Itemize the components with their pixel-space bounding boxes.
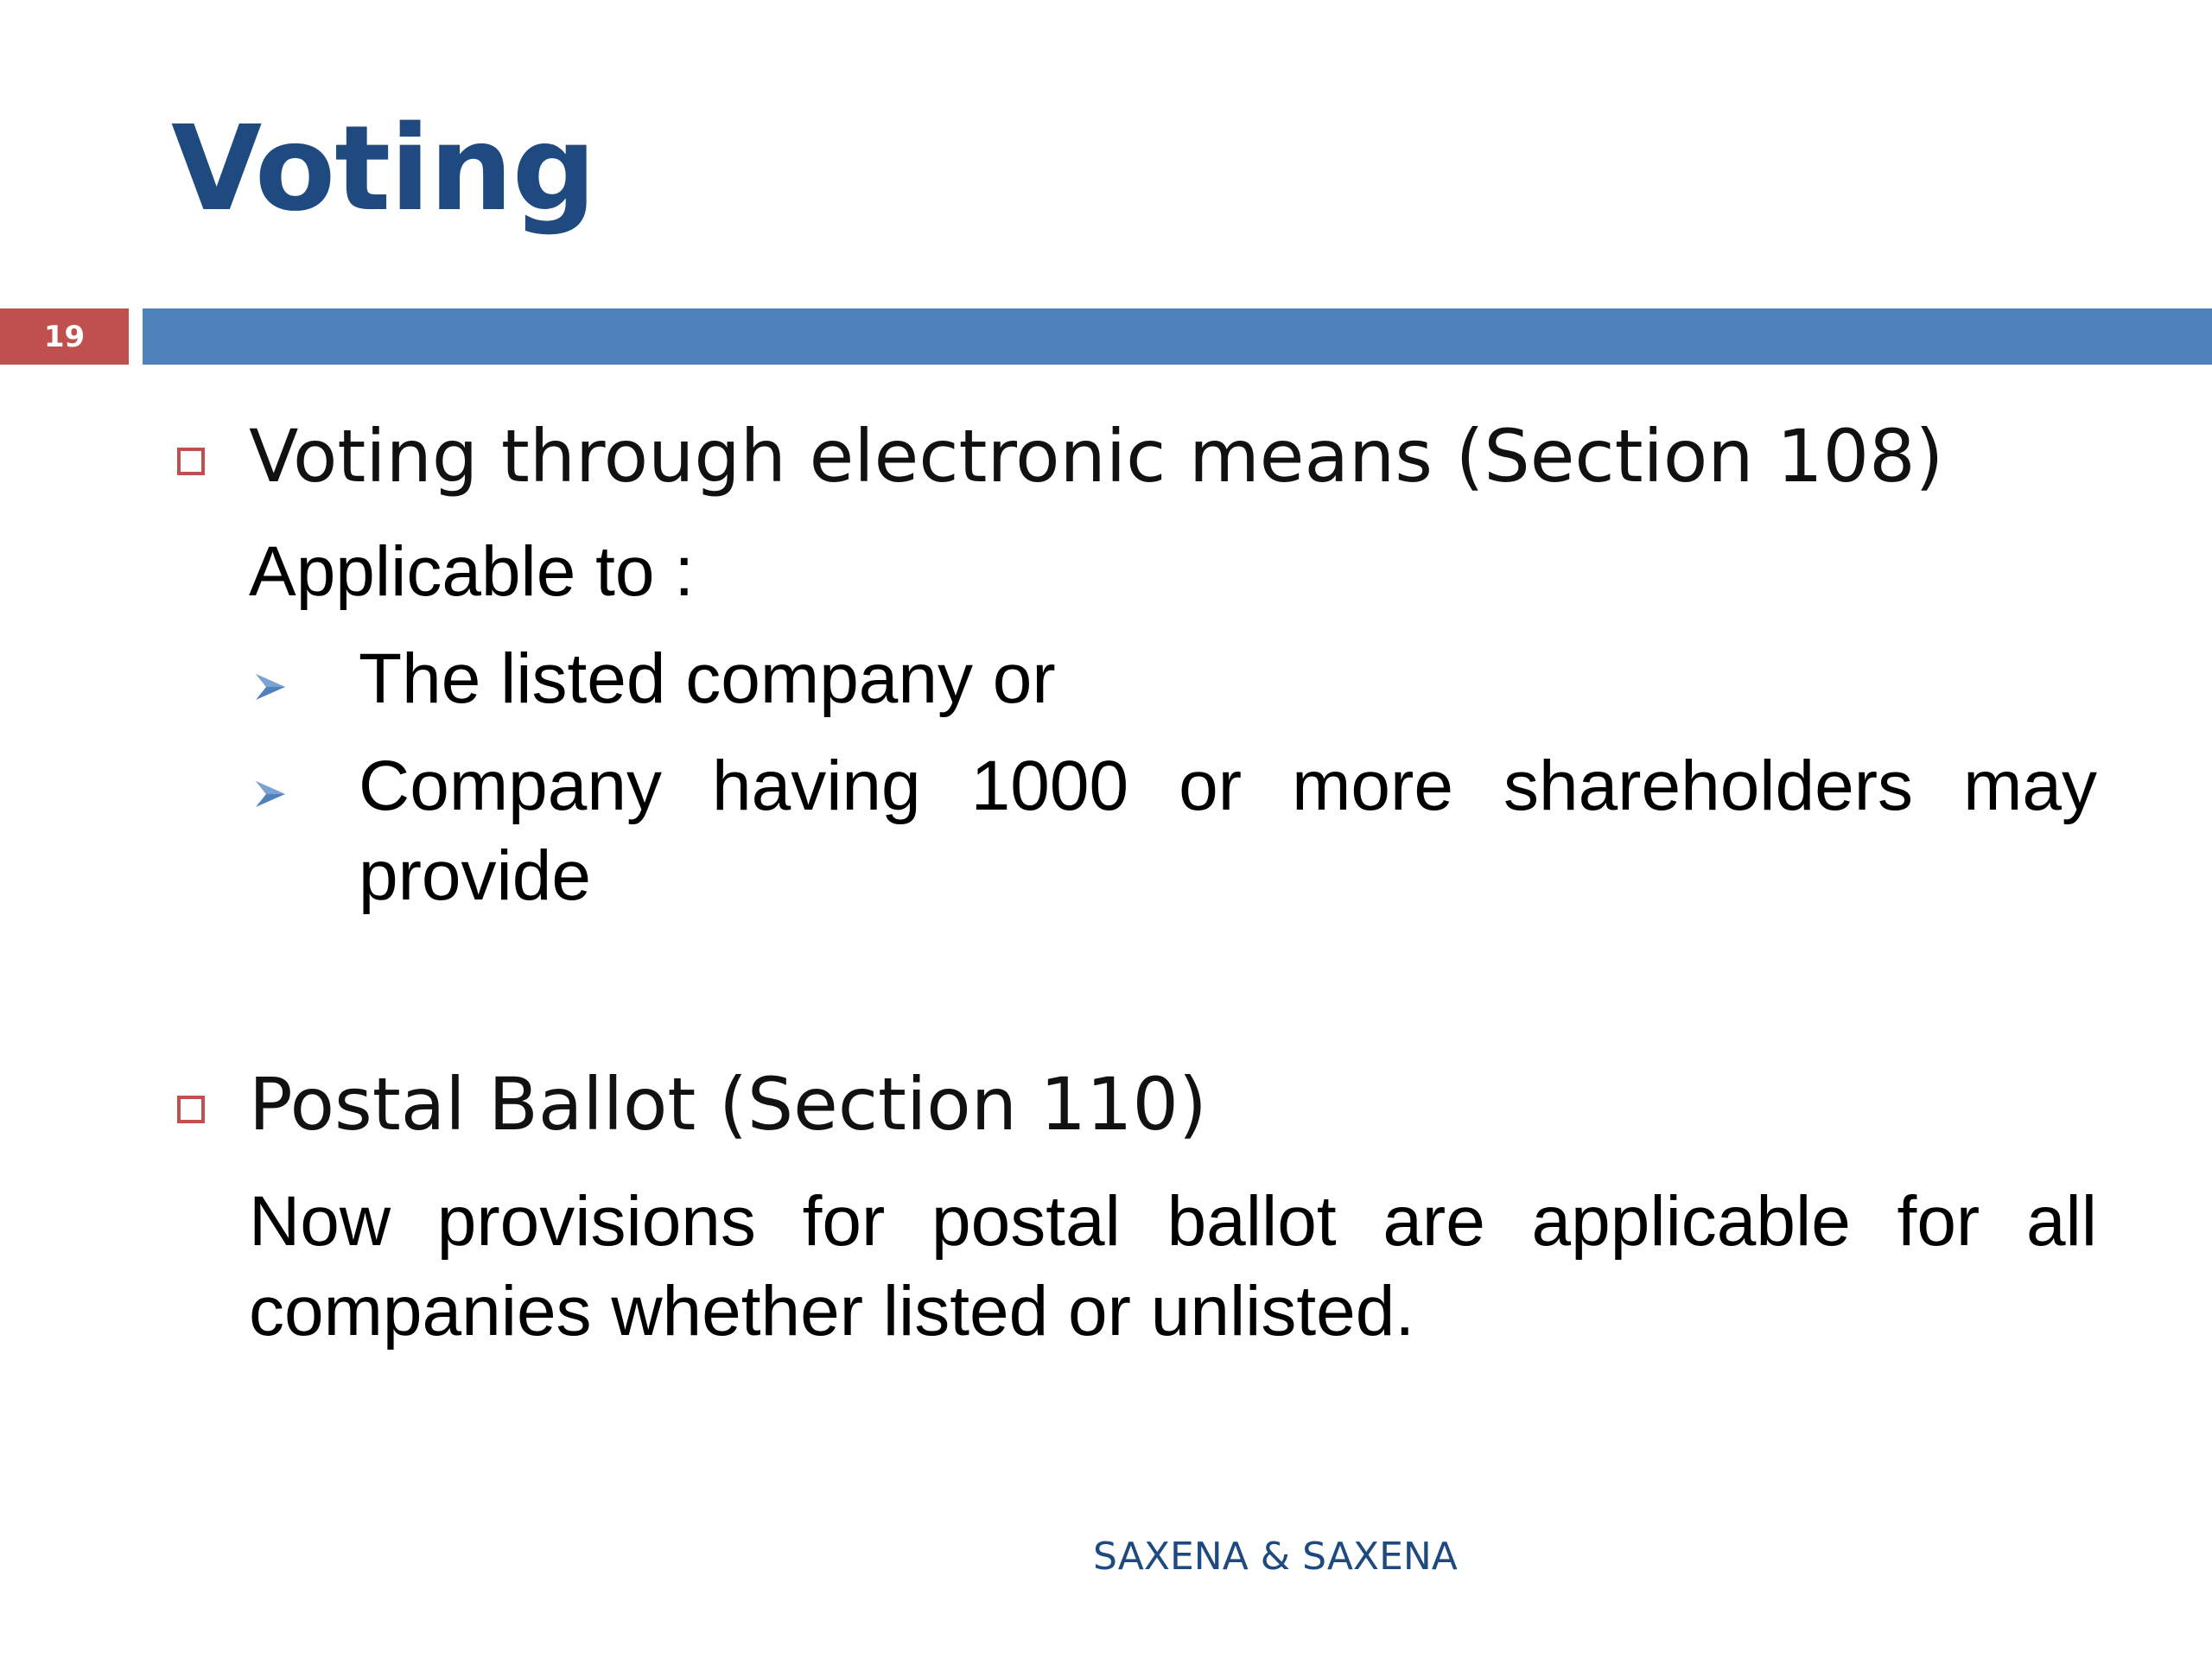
list-item: Company having 1000 or more shareholders may provide xyxy=(359,747,2097,915)
section-body: Now provisions for postal ballot are applicable for all companies whether listed or unlisted. xyxy=(249,1182,2097,1351)
section-heading: Voting through electronic means (Section 108) xyxy=(249,414,1944,499)
square-bullet-icon xyxy=(177,1096,205,1123)
title-divider-bar xyxy=(143,308,2212,365)
arrow-right-icon xyxy=(251,774,290,814)
section-heading: Postal Ballot (Section 110) xyxy=(249,1062,1207,1147)
arrow-right-icon xyxy=(251,667,290,707)
slide-number-badge xyxy=(0,308,129,365)
section-intro: Applicable to : xyxy=(249,532,695,611)
footer-text: SAXENA & SAXENA xyxy=(1093,1535,1458,1579)
list-item: The listed company or xyxy=(359,639,1056,718)
slide-number: 19 xyxy=(43,319,86,354)
slide-title: Voting xyxy=(171,101,596,238)
square-bullet-icon xyxy=(177,448,205,475)
